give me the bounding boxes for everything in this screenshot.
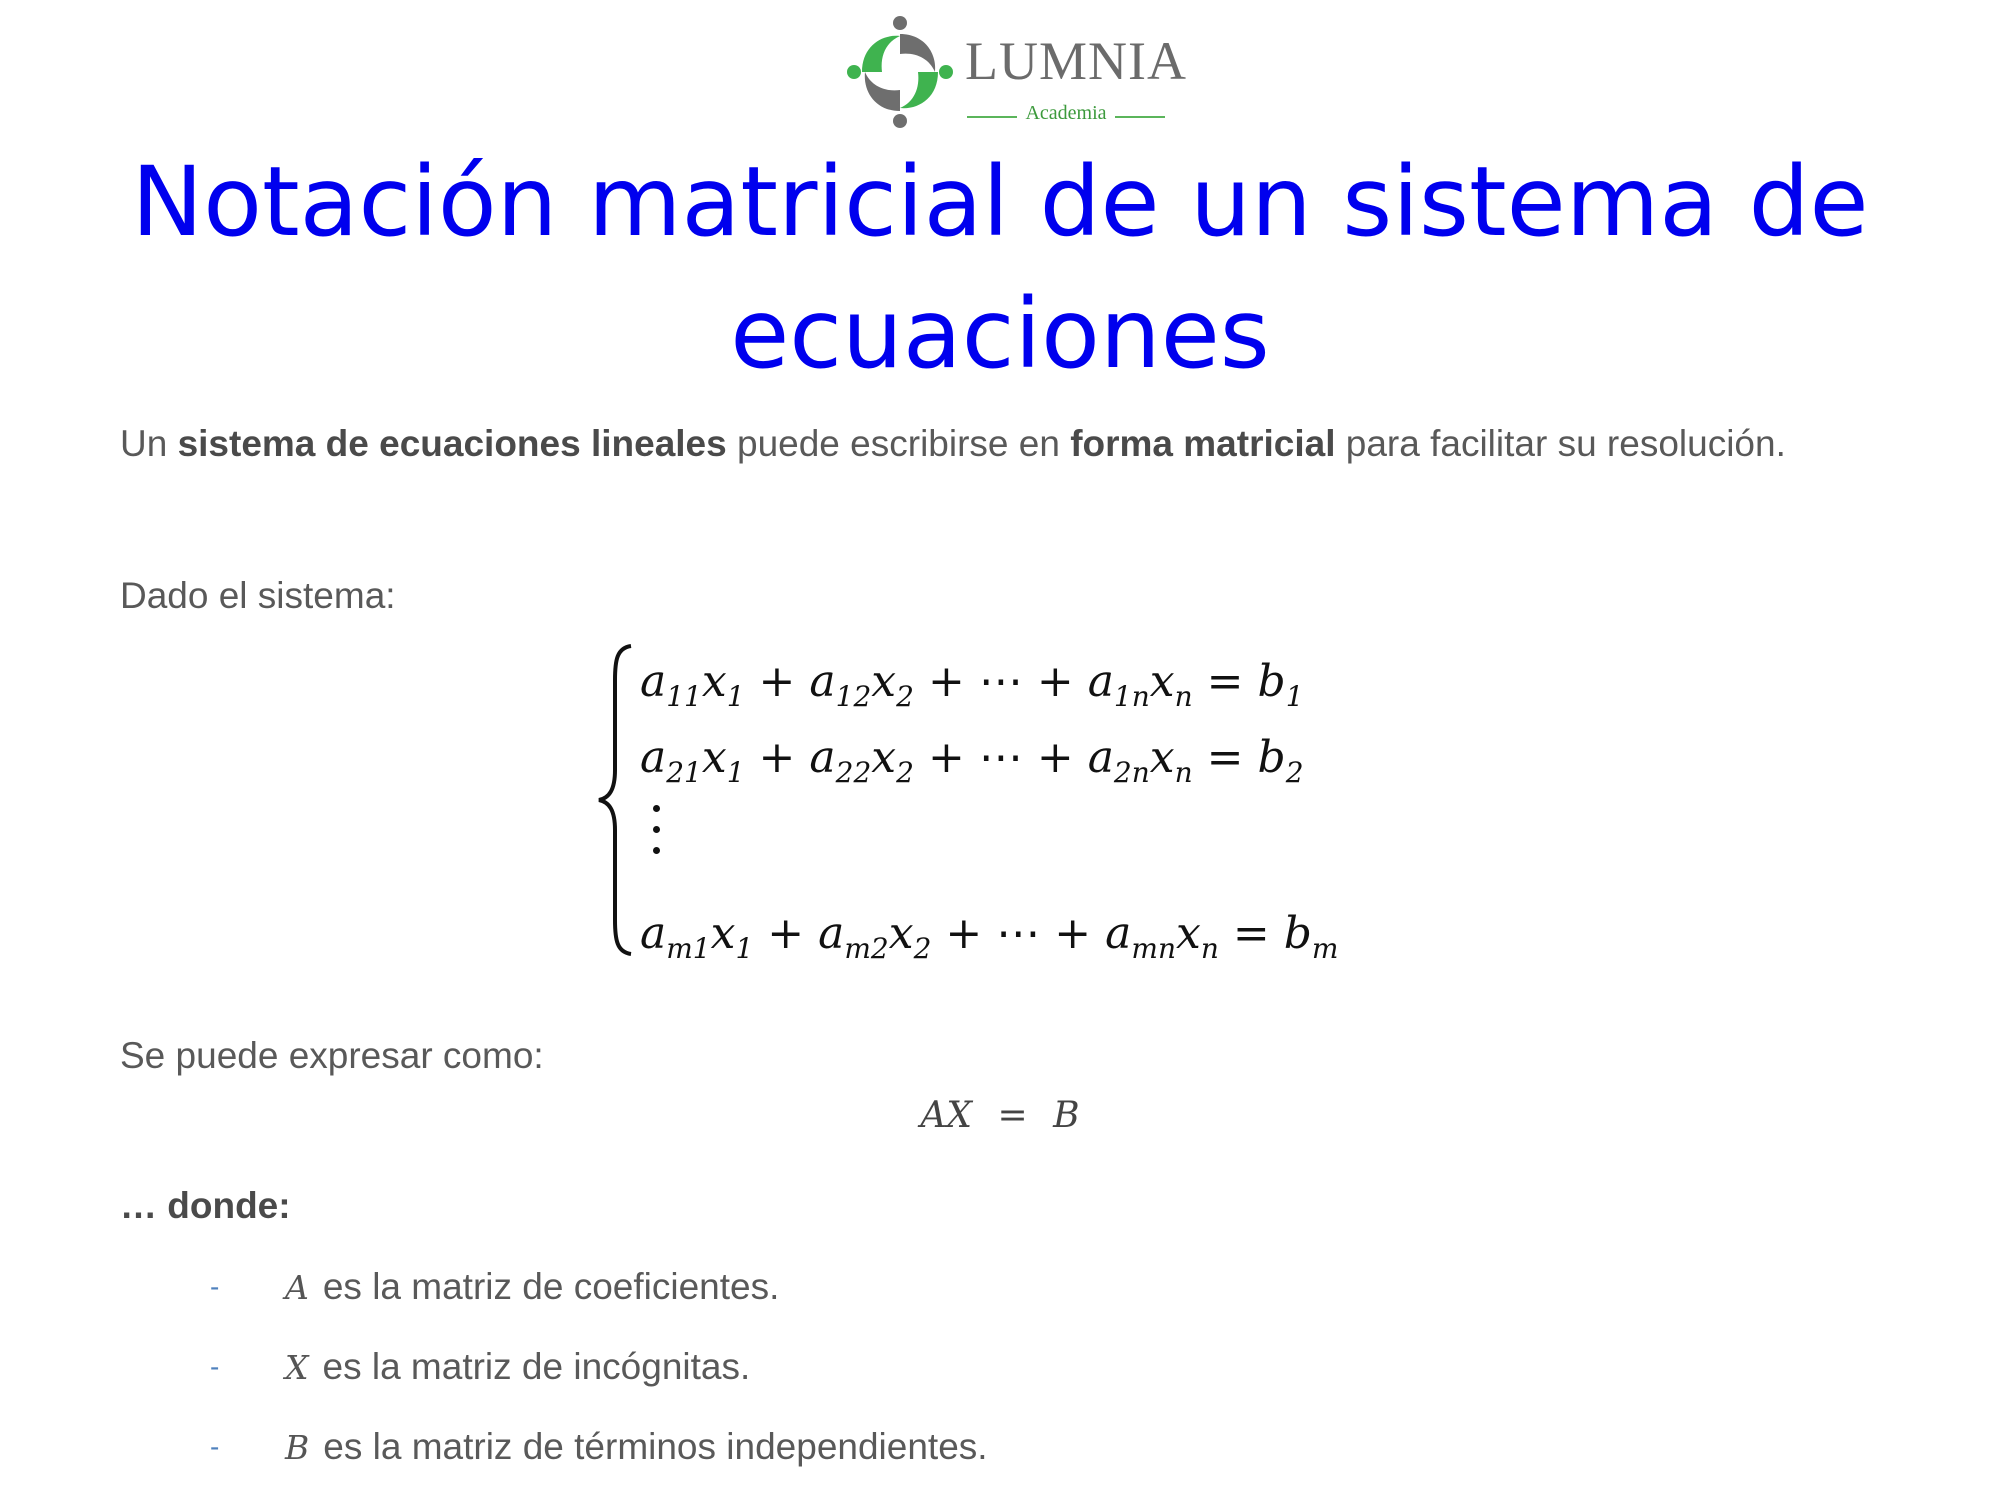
rhs: b [1257,656,1286,707]
plus: + [1054,908,1092,959]
coef: a [640,656,667,707]
bullet-dash: - [210,1271,220,1302]
cdots: ⋯ [978,656,1023,707]
plus: + [767,908,805,959]
var-sub: 2 [896,680,914,713]
equation-system [595,640,1455,965]
intro-text-3: para facilitar su resolución. [1335,423,1786,464]
var: x [1149,656,1175,707]
coef-sub: 21 [666,756,702,789]
coef: a [1105,908,1132,959]
page-title: Notación matricial de un sistema de ecuaciones [131,146,1869,390]
definition-var: X [285,1348,309,1387]
plus: + [927,732,965,783]
logo-name: LUMNIA [965,31,1187,91]
var: x [871,732,897,783]
logo-subtitle-block [967,102,1165,126]
var: x [871,656,897,707]
coef-sub: 22 [835,756,872,789]
plus: + [1036,732,1074,783]
coef-sub: m2 [844,932,889,965]
intro-bold-1: sistema de ecuaciones lineales [177,423,727,464]
coef: a [1087,732,1114,783]
intro-text-2: puede escribirse en [726,423,1071,464]
coef-sub: m1 [666,932,711,965]
given-label: Dado el sistema: [120,575,396,616]
rhs: b [1283,908,1312,959]
logo-subtitle: Academia [1025,102,1107,124]
coef-sub: 1n [1113,680,1150,713]
plus: + [927,656,965,707]
cdots: ⋯ [996,908,1041,959]
dot [653,847,660,854]
var: x [1175,908,1201,959]
coef: a [640,908,667,959]
intro-paragraph [120,408,1820,480]
coef-sub: mn [1131,932,1176,965]
rhs-sub: 2 [1285,756,1304,789]
intro-bold-2: forma matricial [1070,423,1336,464]
rhs-sub: m [1311,932,1339,965]
matrix-equation: AX = B [920,1095,1080,1136]
equals: = [1232,908,1270,959]
var-sub: 1 [726,680,745,713]
equals: = [1206,732,1244,783]
coef-sub: 12 [835,680,872,713]
var: x [888,908,914,959]
where-label [120,1170,1820,1242]
equation-row-2 [640,732,1304,789]
coef: a [1087,656,1114,707]
logo [845,14,1187,134]
coef: a [809,656,836,707]
definition-text: es la matriz de términos independientes. [323,1426,988,1467]
plus: + [758,656,796,707]
dot [653,805,660,812]
where-label-text: … donde: [120,1185,291,1226]
coef: a [818,908,845,959]
cdots: ⋯ [978,732,1023,783]
express-label: Se puede expresar como: [120,1035,544,1076]
vertical-dots [653,805,663,868]
var-sub: 1 [735,932,754,965]
plus: + [945,908,983,959]
coef: a [640,732,667,783]
plus: + [1036,656,1074,707]
var-sub: n [1200,932,1219,965]
equation-row-m [640,908,1339,965]
intro-text-1: Un [120,423,178,464]
equation-row-1 [640,656,1304,713]
var: x [701,656,727,707]
definition-var: A [285,1268,309,1307]
var: x [710,908,736,959]
var-sub: 2 [896,756,914,789]
left-brace-icon [595,640,635,960]
coef-sub: 2n [1113,756,1150,789]
coef: a [809,732,836,783]
definition-var: B [285,1428,310,1467]
dot [653,826,660,833]
bullet-dash: - [210,1351,220,1382]
equals: = [1206,656,1244,707]
var-sub: 2 [913,932,932,965]
definition-text: es la matriz de coeficientes. [322,1266,780,1307]
lumnia-people-circle-icon [845,14,955,130]
plus: + [758,732,796,783]
rhs-sub: 1 [1285,680,1304,713]
var: x [1149,732,1175,783]
definition-text: es la matriz de incógnitas. [322,1346,751,1387]
var: x [701,732,727,783]
var-sub: 1 [726,756,745,789]
var-sub: n [1174,680,1193,713]
coef-sub: 11 [666,680,702,713]
rhs: b [1257,732,1286,783]
bullet-dash: - [210,1431,220,1462]
var-sub: n [1174,756,1193,789]
